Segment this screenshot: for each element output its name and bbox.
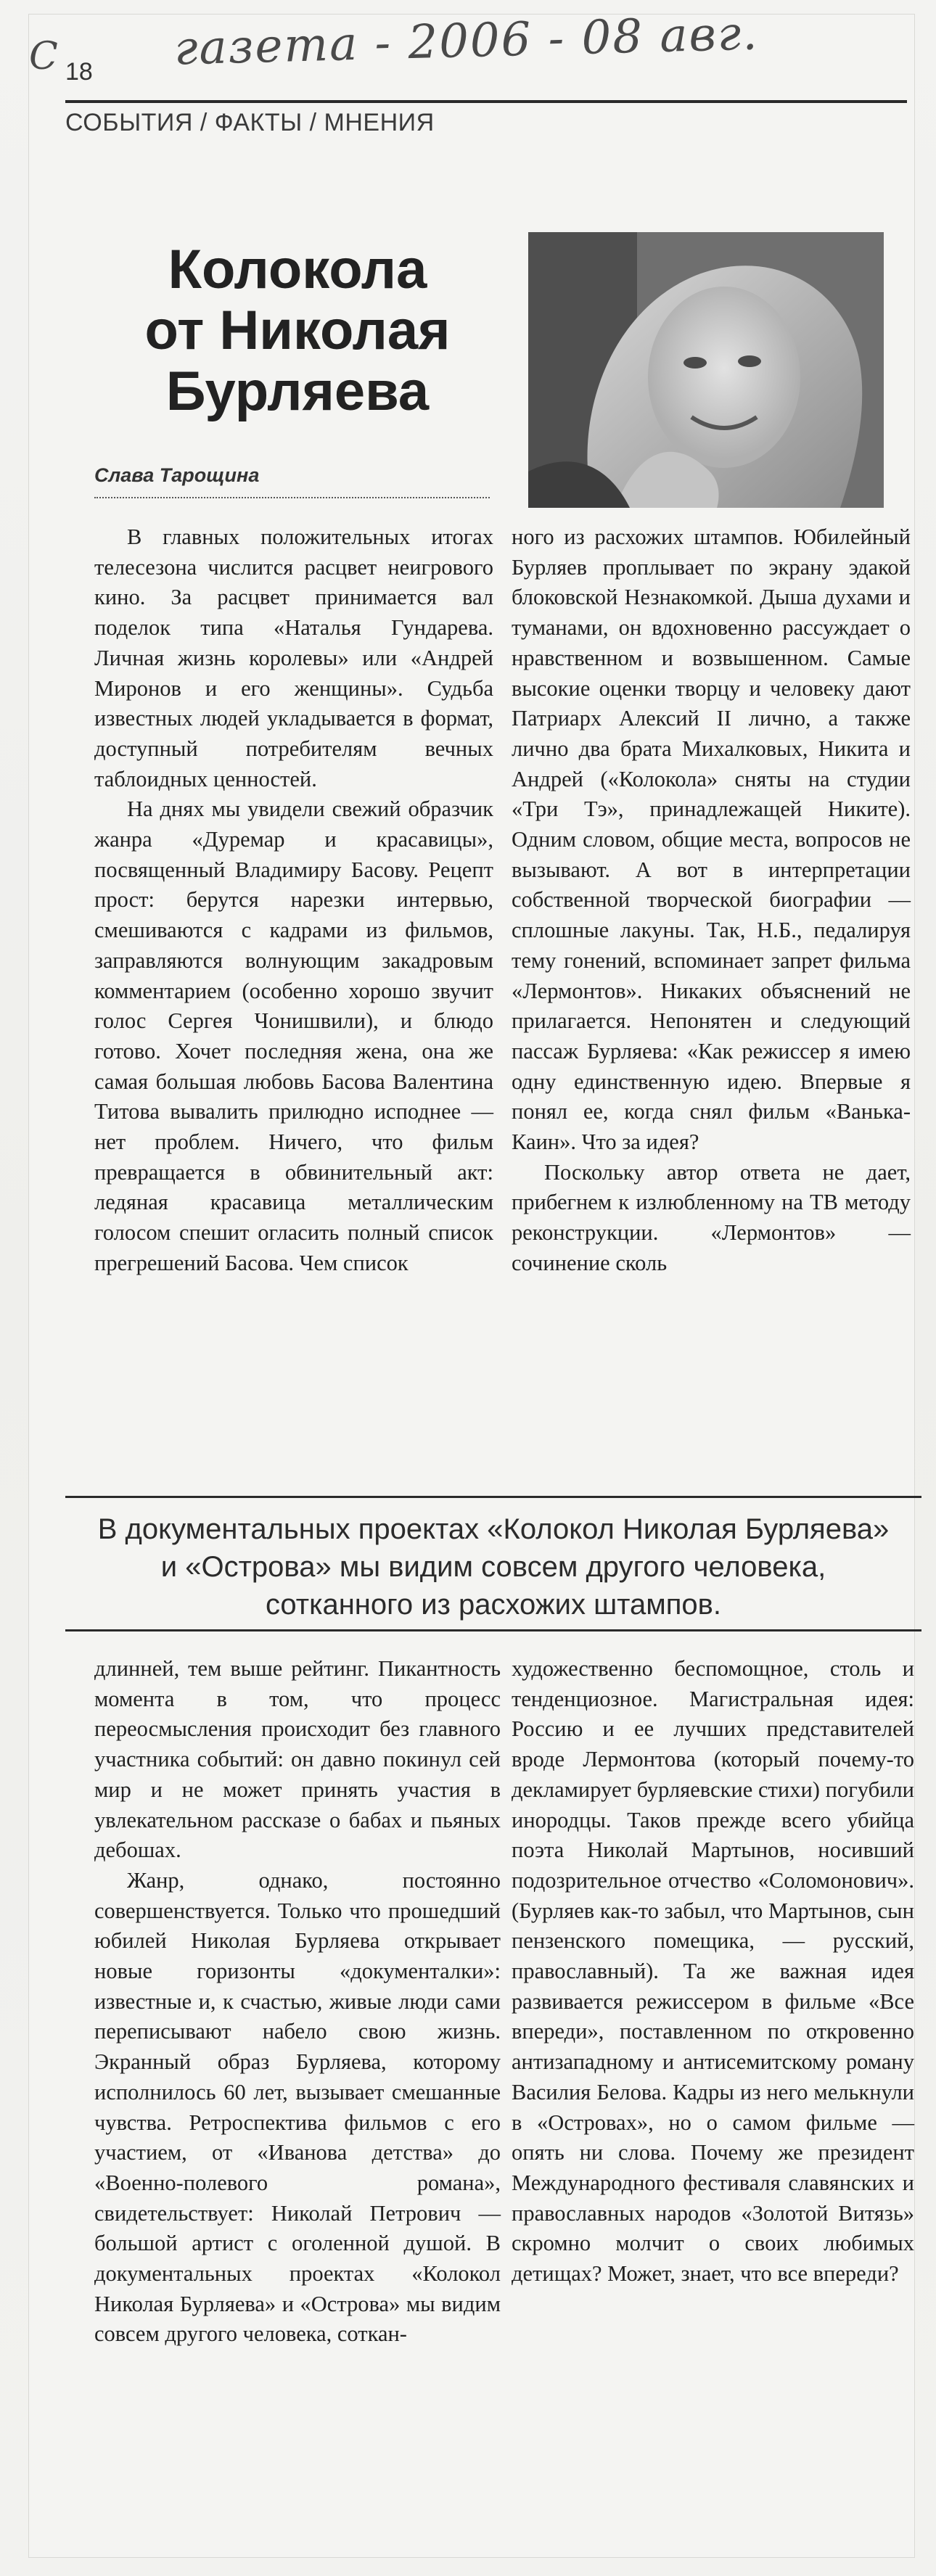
paragraph: художественно беспомощное, столь и тенденциозное. Магистральная идея: Россию и ее лучших представителей вроде Лермонтова (который почему-то декламирует бурляевские стихи) погубили инородцы. Таков прежде всего убийца поэта Николай Мартынов, носивший подозрительное отчество «Соломонович». (Бурляев как-то забыл, что Мартынов, сын пензенского помещика, — русский, православный). Та же важная идея развивается режиссером в фильме «Все впереди», поставленном по откровенно антизападному и антисемитскому роману Василия Белова. Кадры из него мелькнули в «Островах», но о самом фильме — опять ни слова. Почему же президент Международного фестиваля славянских и православных народов «Золотой Витязь» скромно молчит о своих любимых детищах? Может, знает, что все впереди?: [512, 1656, 914, 2287]
article-column-3: [94, 1654, 501, 2350]
pull-quote: [65, 1510, 921, 1624]
article-column-1: [94, 522, 493, 1279]
article-column-4: [512, 1654, 914, 2289]
page-number: 18: [65, 58, 93, 86]
paragraph: ного из расхожих штампов. Юбилейный Бурляев проплывает по экрану эдакой блоковской Незнакомкой. Дыша духами и туманами, он вдохновенно рассуждает о нравственном и возвышенном. Самые высокие оценки творцу и человеку дают Патриарх Алексий II лично, а также лично два брата Михалковых, Никита и Андрей («Колокола» сняты на студии «Три Тэ», принадлежащей Никите). Одним словом, общие места, вопросов не вызывают. А вот в интерпретации собственной творческой биографии — сплошные лакуны. Так, Н.Б., педалируя тему гонений, вспоминает запрет фильма «Лермонтов». Никаких объяснений не прилагается. Непонятен и следующий пассаж Бурляева: «Как режиссер я имею одну единственную идею. Впервые я понял ее, когда снял фильм «Ванька-Каин». Что за идея?: [512, 524, 911, 1155]
handwritten-note: газета - 2006 - 08 авг.: [173, 7, 760, 76]
author-byline: Слава Тарощина: [94, 464, 260, 486]
pull-quote-line: В документальных проектах «Колокол Николая Бурляева»: [97, 1513, 890, 1545]
headline-line: Бурляева: [165, 361, 430, 422]
headline-line: Колокола: [168, 239, 427, 300]
section-label: СОБЫТИЯ / ФАКТЫ / МНЕНИЯ: [65, 109, 435, 136]
pull-quote-top-rule: [65, 1496, 921, 1498]
paragraph: длинней, тем выше рейтинг. Пикантность момента в том, что процесс переосмысления происходит без главного участника событий: он давно покинул сей мир и не может принять участия в увлекательном рассказе о бабах и пьяных дебошах.: [94, 1656, 501, 1863]
pull-quote-line: и «Острова» мы видим совсем другого человека,: [160, 1551, 826, 1583]
pull-quote-bottom-rule: [65, 1629, 921, 1631]
paragraph: Жанр, однако, постоянно совершенствуется. Только что прошедший юбилей Николая Бурляева открывает новые горизонты «документалки»: известные и, к счастью, живые люди сами переписывают набело свою жизнь. Экранный образ Бурляева, которому исполнилось 60 лет, вызывает смешанные чувства. Ретроспектива фильмов с его участием, от «Иванова детства» до «Военно-полевого романа», свидетельствует: Николай Петрович — большой артист с оголенной душой. В документальных проектах «Колокол Николая Бурляева» и «Острова» мы видим совсем другого человека, соткан-: [94, 1867, 501, 2347]
paragraph: Поскольку автор ответа не дает, прибегнем к излюбленному на ТВ методу реконструкции. «Лермонтов» — сочинение сколь: [512, 1159, 911, 1275]
byline-divider: [94, 497, 490, 498]
newspaper-clipping: [29, 7, 914, 2557]
pull-quote-line: сотканного из расхожих штампов.: [265, 1589, 722, 1621]
paragraph: На днях мы увидели свежий образчик жанра «Дуремар и красавицы», посвященный Владимиру Басову. Рецепт прост: берутся нарезки интервью, смешиваются с кадрами из фильмов, заправляются волнующим закадровым комментарием (особенно хорошо звучит голос Сергея Чонишвили), и блюдо готово. Хочет последняя жена, она же самая большая любовь Басова Валентина Титова вывалить прилюдно исподнее — нет проблем. Ничего, что фильм превращается в обвинительный акт: ледяная красавица металлическим голосом спешит огласить полный список прегрешений Басова. Чем список: [94, 797, 493, 1275]
portrait-image-icon: [528, 232, 884, 508]
paragraph: В главных положительных итогах телесезона числится расцвет неигрового кино. За расцвет принимается вал поделок типа «Наталья Гундарева. Личная жизнь королевы» или «Андрей Миронов и его женщины». Судьба известных людей укладывается в формат, доступный потребителям вечных таблоидных ценностей.: [94, 524, 493, 791]
handwritten-mark: С: [29, 35, 59, 78]
headline: [80, 239, 515, 422]
header-rule: [65, 100, 907, 103]
article-column-2: [512, 522, 911, 1279]
headline-line: от Николая: [144, 300, 451, 361]
handwritten-annotation: [29, 7, 914, 94]
portrait-photo: [528, 232, 884, 508]
